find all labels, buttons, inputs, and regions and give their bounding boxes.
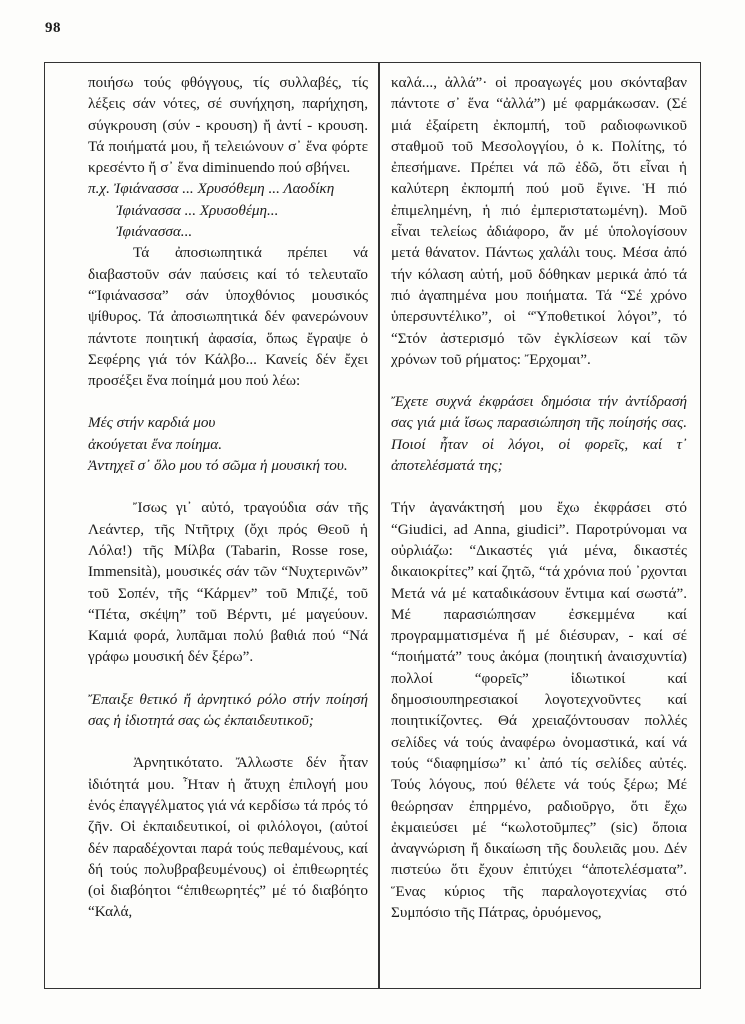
paragraph: Ἴσως γι᾿ αὐτό, τραγούδια σάν τῆς Λεάντερ, τῆς Ντῆτριχ (ὄχι πρός Θεοῦ ἡ Λόλα!) τῆς Μίλβα (Tabarin, Rosse rose, Immensità), μουσικές σάν τῶν “Νυχτερινῶν” τοῦ Σοπέν, τῆς “Κάρμεν” τοῦ Μπιζέ, τοῦ “Πέτα, σκέψη” τοῦ Βέρντι, μέ μαγεύουν. Καμιά φορά, λυπᾶμαι πολύ βαθιά πού “Νά γράφω μουσική δέν ξέρω”.	[88, 499, 368, 666]
interview-question: Ἔχετε συχνά ἐκφράσει δημόσια τήν ἀντίδρασή σας γιά μιά ἴσως παρασιώπηση τῆς ποίησής σας. Ποιοί ἦταν οἱ λόγοι, οἱ φορεῖς, καί τ᾿ ἀποτελέσματά της;	[391, 393, 687, 475]
page-number: 98	[45, 20, 61, 36]
interview-question: Ἔπαιξε θετικό ἤ ἀρνητικό ρόλο στήν ποίησή σας ἡ ἰδιοτητά σας ὡς ἐκπαιδευτικοῦ;	[88, 690, 368, 730]
right-column	[391, 72, 687, 923]
example-block	[88, 178, 368, 242]
poem-line: Μές στήν καρδιά μου	[88, 414, 216, 432]
paragraph: ποιήσω τούς φθόγγους, τίς συλλαβές, τίς λέξεις σάν νότες, σέ συνήχηση, παρήχηση, σύγκρουση (σύν - κρουση) ἤ ἀντί - κρουση. Τά ποιήματά μου, ἤ τελειώνουν σ᾿ ἕνα φόρτε κρεσέντο ἤ σ᾿ ἕνα diminuendo πού σβήνει.	[88, 74, 368, 177]
column-divider	[378, 62, 380, 989]
paragraph: Τήν ἀγανάκτησή μου ἔχω ἐκφράσει στό “Giudici, ad Anna, giudici”. Παροτρύνομαι να οὐρλιάζω: “Δικαστές γιά μένα, δικαστές δικαιοκρίτες” καί ζητῶ, “τά χρόνια πού ᾿ρχονται Μετά νά μέ καταδικάσουν ἔντιμα καί σωστά”. Μέ παρασιώπησαν ἐσκεμμένα καί προγραμματισμένα ἤ μέ διέσυραν, - καί σέ “ποιήματά” τους ἀκόμα (ποιητική ἀναισχυντία) πολλοί “φορεῖς” ἰδιωτικοί καί δημοσιουπηρεσιακοί λογοτεχνοῦντες καί ποιητικίζοντες. Θά χρειαζόντουσαν πολλές σελίδες νά τούς ἀναφέρω ὀνομαστικά, καί νά τούς “διαφημίσω” κι᾿ ἀπό τίς σελίδες αὐτές. Τούς λόγους, πού θέλετε νά τούς ξέρω; Μέ θεώρησαν ἐπηρμένο, ραδιοῦργο, ὅτι ἔχω ἐκμαιεύσει μέ “κωλοτοῦμπες” (sic) ὅποια ἀναγνώριση ἤ δικαίωση τῆς δουλειᾶς μου. Δέν πιστεύω ὅτι ἔχουν ἐπιτύχει “ἀποτελέσματα”. Ἕνας κύριος τῆς παραλογοτεχνίας στό Συμπόσιο τῆς Πάτρας, ὀρυόμενος,	[391, 499, 687, 921]
left-column	[88, 72, 368, 923]
example-line: Ἰφιάνασσα ... Χρυσοθέμη...	[116, 201, 279, 219]
paragraph: καλά..., ἀλλά”· οἱ προαγωγές μου σκόνταβαν πάντοτε σ᾿ ἕνα “ἀλλά”) μέ φαρμάκωσαν. (Σέ μιά ἐξαίρετη ἐκπομπή, τοῦ ραδιοφωνικοῦ σταθμοῦ τοῦ Μεσολογγίου, ὁ κ. Πολίτης, τό ἐπεσήμανε. Πρέπει νά πῶ ἐδῶ, ὅτι εἶναι ἡ καλύτερη ἐκπομπή πού μοῦ ἔγινε. Ἡ πιό ἐπιμελημένη, ἡ πιό ἐμπεριστατωμένη). Μοῦ εἶναι τελείως ἀδιάφορο, ἄν μέ ὑπολογίσουν μετά θάνατον. Πάντως χαλάλι τους. Μέσα ἀπό τήν κόλαση αὐτή, μοῦ δόθηκαν μερικά ἀπό τά πιό ἀγαπημένα μου ποιήματα. Τά “Σέ χρόνο ὑπερσυντέλικο”, οἱ “Ὑποθετικοί λόγοι”, τό “Στόν ἀστερισμό τῶν ἐγκλίσεων καί τῶν χρόνων τοῦ ρήματος: Ἔρχομαι”.	[391, 74, 687, 368]
poem-line: ἀκούγεται ἕνα ποίημα.	[88, 435, 223, 453]
poem-line: Ἀντηχεῖ σ᾿ ὅλο μου τό σῶμα ἡ μουσική του.	[88, 457, 348, 475]
example-line: Ἰφιάνασσα...	[116, 223, 193, 241]
paragraph: Ἀρνητικότατο. Ἄλλωστε δέν ἦταν ἰδιότητά μου. Ἦταν ἡ ἄτυχη ἐπιλογή μου ἑνός ἐπαγγέλματος γιά νά κερδίσω τά πρός τό ζῆν. Οἱ ἐκπαιδευτικοί, οἱ φιλόλογοι, (αὐτοί δέν παραδέχονται παρά τούς πεθαμένους, καί δή τούς πολυβραβευμένους) οἱ ἐπιθεωρητές (οἱ διαβόητοι “ἐπιθεωρητές” μέ τό διαβόητο “Καλά,	[88, 754, 368, 921]
paragraph: Τά ἀποσιωπητικά πρέπει νά διαβαστοῦν σάν παύσεις καί τό τελευταῖο “Ἰφιάνασσα” σάν ὑποχθόνιος μουσικός ψίθυρος. Τά ἀποσιωπητικά δέν φανερώνουν πάντοτε ποιητική ἀφασία, ὅπως ἔγραψε ὁ Σεφέρης γιά τόν Κάλβο... Κανείς δέν ἔχει προσέξει ἕνα ποίημά μου πού λέω:	[88, 244, 368, 390]
example-line: π.χ. Ἰφιάνασσα ... Χρυσόθεμη ... Λαοδίκη	[88, 180, 335, 198]
poem-quote	[88, 412, 368, 476]
